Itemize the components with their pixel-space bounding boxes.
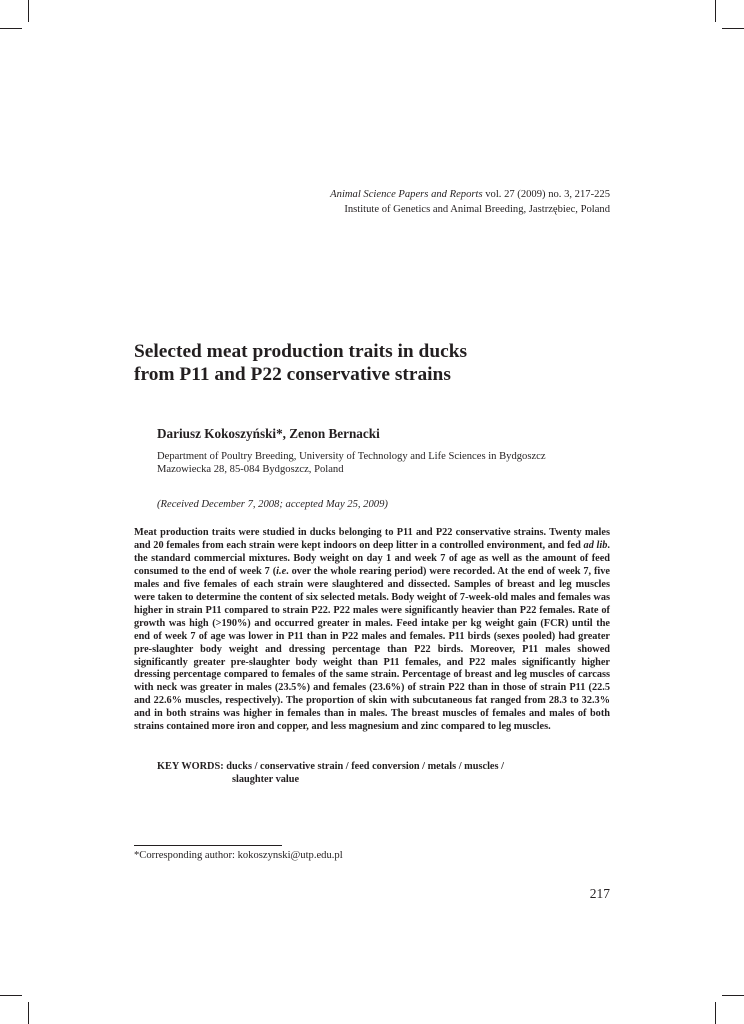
abstract-ad-lib: ad lib xyxy=(583,539,608,551)
crop-mark xyxy=(715,0,716,22)
keywords-line-1 xyxy=(157,760,504,773)
abstract xyxy=(134,527,610,734)
received-dates: (Received December 7, 2008; accepted May 25, 2009) xyxy=(157,499,388,510)
crop-mark xyxy=(28,1002,29,1024)
title-line-2: from P11 and P22 conservative strains xyxy=(134,364,451,385)
journal-citation xyxy=(330,187,610,202)
journal-volume: vol. 27 (2009) no. 3, 217-225 xyxy=(485,189,610,200)
crop-mark xyxy=(722,995,744,996)
footnote-rule xyxy=(134,845,282,846)
abstract-part-3: . over the whole rearing period) were recorded. At the end of week 7, five males and five females of each strain were slaughtered and dissected. Samples of breast and leg muscles were taken to determine the content of six selected metals. Body weight of 7-week-old males and females was higher in strain P11 compared to strain P22. P22 males were significantly heavier than P22 females. Rate of growth was high (>190%) and occurred greater in males. Feed intake per kg weight gain (FCR) until the end of week 7 of age was lower in P11 than in P22 males and females. P11 birds (sexes pooled) had greater pre-slaughter body weight and dressing percentage than P22 birds. Moreover, P11 males showed significantly greater pre-slaughter body weight than P11 females, and P22 males significantly higher dressing percentage compared to females of the same strain. Percentage of breast and leg muscles of carcass with neck was greater in males (23.5%) and females (23.6%) of strain P22 than in those of strain P11 (22.5 and 22.6% muscles, respectively). The proportion of skin with subcutaneous fat ranged from 28.3 to 32.3% and in both strains was higher in females than in males. The breast muscles of females and males of both strains contained more iron and copper, and less magnesium and zinc compared to leg muscles. xyxy=(134,565,610,733)
page-number: 217 xyxy=(589,886,610,901)
keywords-text-2: slaughter value xyxy=(232,774,300,785)
abstract-ie: i.e xyxy=(276,565,287,577)
affiliation-line-2: Mazowiecka 28, 85-084 Bydgoszcz, Poland xyxy=(157,464,344,475)
keywords xyxy=(157,760,504,786)
affiliation xyxy=(157,450,546,476)
keywords-label: KEY WORDS: xyxy=(157,761,224,772)
footnote: *Corresponding author: kokoszynski@utp.edu.pl xyxy=(134,850,343,861)
crop-mark xyxy=(28,0,29,22)
authors: Dariusz Kokoszyński*, Zenon Bernacki xyxy=(157,426,380,441)
crop-mark xyxy=(0,995,22,996)
affiliation-line-1: Department of Poultry Breeding, University of Technology and Life Sciences in Bydgoszcz xyxy=(157,451,546,462)
journal-header xyxy=(330,187,610,217)
crop-mark xyxy=(722,28,744,29)
keywords-text-1: ducks / conservative strain / feed conversion / metals / muscles / xyxy=(226,761,504,772)
title-line-1: Selected meat production traits in ducks xyxy=(134,341,468,362)
journal-name: Animal Science Papers and Reports xyxy=(330,189,483,200)
article-title xyxy=(134,340,614,386)
abstract-part-1: Meat production traits were studied in ducks belonging to P11 and P22 conservative strains. Twenty males and 20 females from each strain were kept indoors on deep litter in a controlled environment, and fed xyxy=(134,527,610,551)
crop-mark xyxy=(0,28,22,29)
abstract-part-2: . the standard commercial mixtures. Body weight on day 1 and week 7 of age as well as the amount of feed consumed to the end of week 7 ( xyxy=(134,539,610,577)
crop-mark xyxy=(715,1002,716,1024)
journal-institute: Institute of Genetics and Animal Breeding, Jastrzębiec, Poland xyxy=(344,204,610,215)
